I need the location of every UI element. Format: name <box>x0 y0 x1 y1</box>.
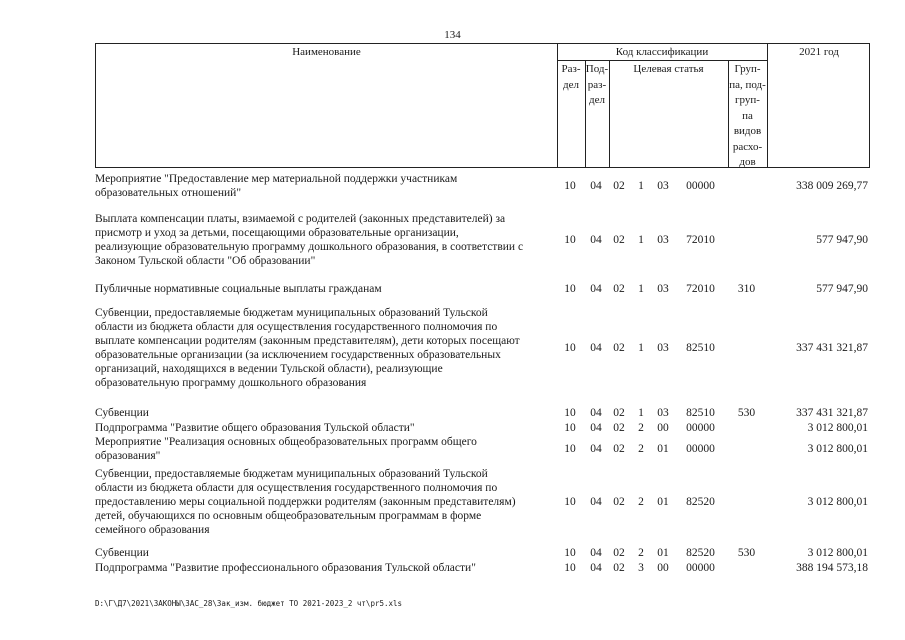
row-code-c1: 02 <box>613 496 625 508</box>
row-name <box>95 212 557 268</box>
row-name <box>95 467 557 537</box>
row-name <box>95 282 557 296</box>
row-amount: 338 009 269,77 <box>796 180 868 192</box>
row-name-line: Выплата компенсации платы, взимаемой с родителей (законных представителей) за <box>95 213 506 225</box>
row-code-p: 04 <box>590 422 602 434</box>
row-code-c2: 1 <box>638 283 644 295</box>
row-code-c2: 2 <box>638 422 644 434</box>
row-code-c4: 00000 <box>686 422 715 434</box>
row-code-c1: 02 <box>613 547 625 559</box>
table-row <box>95 561 870 575</box>
row-code-r: 10 <box>564 562 576 574</box>
header-group: Груп- па, под- груп- па видов расхо- дов <box>729 63 766 168</box>
row-code-r: 10 <box>564 407 576 419</box>
row-code-g: 310 <box>737 283 756 295</box>
row-code-p: 04 <box>590 443 602 455</box>
row-name-line: выплате компенсации родителям (законным представителям), дети которых посещают <box>95 335 520 347</box>
row-code-c4: 82520 <box>686 547 715 559</box>
row-name <box>95 172 557 200</box>
row-code-c3: 03 <box>657 180 669 192</box>
row-code-c3: 03 <box>657 283 669 295</box>
row-code-c2: 1 <box>638 180 644 192</box>
row-code-r: 10 <box>564 234 576 246</box>
row-name <box>95 406 557 420</box>
row-code-r: 10 <box>564 422 576 434</box>
row-code-p: 04 <box>590 283 602 295</box>
row-name-line: Мероприятие "Предоставление мер материальной поддержки участникам <box>95 173 458 185</box>
row-name-line: Подпрограмма "Развитие профессионального образования Тульской области" <box>95 562 476 574</box>
row-code-r: 10 <box>564 496 576 508</box>
row-name-line: присмотр и уход за детьми, посещающими образовательные организации, <box>95 227 459 239</box>
row-code-c4: 82520 <box>686 496 715 508</box>
row-code-p: 04 <box>590 562 602 574</box>
row-code-c1: 02 <box>613 422 625 434</box>
table-row <box>95 212 870 268</box>
row-code-c1: 02 <box>613 407 625 419</box>
file-path-footer: D:\Г\Д7\2021\ЗАКОНЫ\ЗАС_28\Зак_изм. бюджет ТО 2021-2023_2 чт\pr5.xls <box>95 599 403 608</box>
row-amount: 337 431 321,87 <box>796 342 868 354</box>
row-code-r: 10 <box>564 443 576 455</box>
row-code-c4: 00000 <box>686 443 715 455</box>
page-number: 134 <box>444 29 461 41</box>
row-code-c1: 02 <box>613 562 625 574</box>
row-code-r: 10 <box>564 342 576 354</box>
row-name-line: Субвенции <box>95 547 149 559</box>
row-code-c2: 3 <box>638 562 644 574</box>
row-name <box>95 561 557 575</box>
row-name-line: образовательную программу дошкольного образования <box>95 377 367 389</box>
row-code-p: 04 <box>590 547 602 559</box>
row-name-line: детей, обучающихся по основным общеобразовательным программам в форме <box>95 510 482 522</box>
row-code-c3: 00 <box>657 562 669 574</box>
row-name-line: семейного образования <box>95 524 210 536</box>
row-amount: 3 012 800,01 <box>807 443 868 455</box>
row-code-c1: 02 <box>613 443 625 455</box>
row-code-c3: 00 <box>657 422 669 434</box>
row-name-line: Субвенции, предоставляемые бюджетам муниципальных образований Тульской <box>95 307 488 319</box>
row-amount: 337 431 321,87 <box>796 407 868 419</box>
row-amount: 3 012 800,01 <box>807 547 868 559</box>
table-header <box>95 43 870 168</box>
row-amount: 388 194 573,18 <box>796 562 868 574</box>
row-code-c2: 2 <box>638 443 644 455</box>
table-row <box>95 421 870 435</box>
header-year: 2021 год <box>799 46 839 58</box>
row-code-c3: 01 <box>657 496 669 508</box>
header-name: Наименование <box>292 46 361 58</box>
row-name-line: Субвенции, предоставляемые бюджетам муниципальных образований Тульской <box>95 468 488 480</box>
row-code-c2: 1 <box>638 342 644 354</box>
row-code-c2: 2 <box>638 496 644 508</box>
row-amount: 577 947,90 <box>816 234 868 246</box>
row-code-c4: 72010 <box>686 234 715 246</box>
row-code-c3: 03 <box>657 342 669 354</box>
row-code-g: 530 <box>737 407 756 419</box>
row-code-g: 530 <box>737 547 756 559</box>
row-name-line: организаций, находящихся в ведении Тульской области), реализующие <box>95 363 443 375</box>
row-code-c2: 1 <box>638 407 644 419</box>
row-amount: 577 947,90 <box>816 283 868 295</box>
table-row <box>95 546 870 560</box>
row-name-line: предоставлению меры социальной поддержки родителям (законным представителям) <box>95 496 516 508</box>
row-code-c3: 03 <box>657 407 669 419</box>
row-name-line: области из бюджета области для осуществления государственного полномочия по <box>95 482 498 494</box>
row-code-p: 04 <box>590 180 602 192</box>
row-code-c3: 01 <box>657 443 669 455</box>
row-name <box>95 421 557 435</box>
header-code: Код классификации <box>615 46 709 58</box>
row-name <box>95 435 557 463</box>
row-amount: 3 012 800,01 <box>807 496 868 508</box>
row-code-c4: 00000 <box>686 562 715 574</box>
header-razdel: Раз- дел <box>561 63 581 91</box>
row-name-line: Подпрограмма "Развитие общего образования Тульской области" <box>95 422 415 434</box>
row-name <box>95 546 557 560</box>
row-name-line: Законом Тульской области "Об образовании" <box>95 255 316 267</box>
header-podrazdel: Под- раз- дел <box>585 63 609 106</box>
row-code-c2: 2 <box>638 547 644 559</box>
row-name-line: Мероприятие "Реализация основных общеобразовательных программ общего <box>95 436 477 448</box>
row-code-c1: 02 <box>613 342 625 354</box>
row-code-r: 10 <box>564 283 576 295</box>
row-code-c4: 82510 <box>686 407 715 419</box>
row-code-p: 04 <box>590 496 602 508</box>
row-code-c3: 01 <box>657 547 669 559</box>
row-code-c4: 00000 <box>686 180 715 192</box>
row-name-line: образования" <box>95 450 161 462</box>
row-name-line: Субвенции <box>95 407 149 419</box>
row-code-c3: 03 <box>657 234 669 246</box>
header-target: Целевая статья <box>633 63 704 75</box>
table-row <box>95 306 870 390</box>
row-code-r: 10 <box>564 180 576 192</box>
row-amount: 3 012 800,01 <box>807 422 868 434</box>
table-row <box>95 282 870 296</box>
row-name-line: Публичные нормативные социальные выплаты гражданам <box>95 283 382 295</box>
row-code-p: 04 <box>590 234 602 246</box>
table-row <box>95 467 870 537</box>
row-name <box>95 306 557 390</box>
row-code-c4: 82510 <box>686 342 715 354</box>
table-row <box>95 172 870 200</box>
row-code-c2: 1 <box>638 234 644 246</box>
row-name-line: области из бюджета области для осуществления государственного полномочия по <box>95 321 498 333</box>
table-row <box>95 406 870 420</box>
table-row <box>95 435 870 463</box>
row-code-c1: 02 <box>613 180 625 192</box>
row-name-line: образовательные организации (за исключением государственных образовательных <box>95 349 501 361</box>
row-code-p: 04 <box>590 407 602 419</box>
row-code-r: 10 <box>564 547 576 559</box>
row-code-c1: 02 <box>613 234 625 246</box>
header-divider <box>767 44 768 167</box>
row-code-c1: 02 <box>613 283 625 295</box>
row-name-line: реализующие образовательную программу дошкольного образования, в соответствии с <box>95 241 524 253</box>
row-name-line: образовательных отношений" <box>95 187 242 199</box>
row-code-p: 04 <box>590 342 602 354</box>
row-code-c4: 72010 <box>686 283 715 295</box>
